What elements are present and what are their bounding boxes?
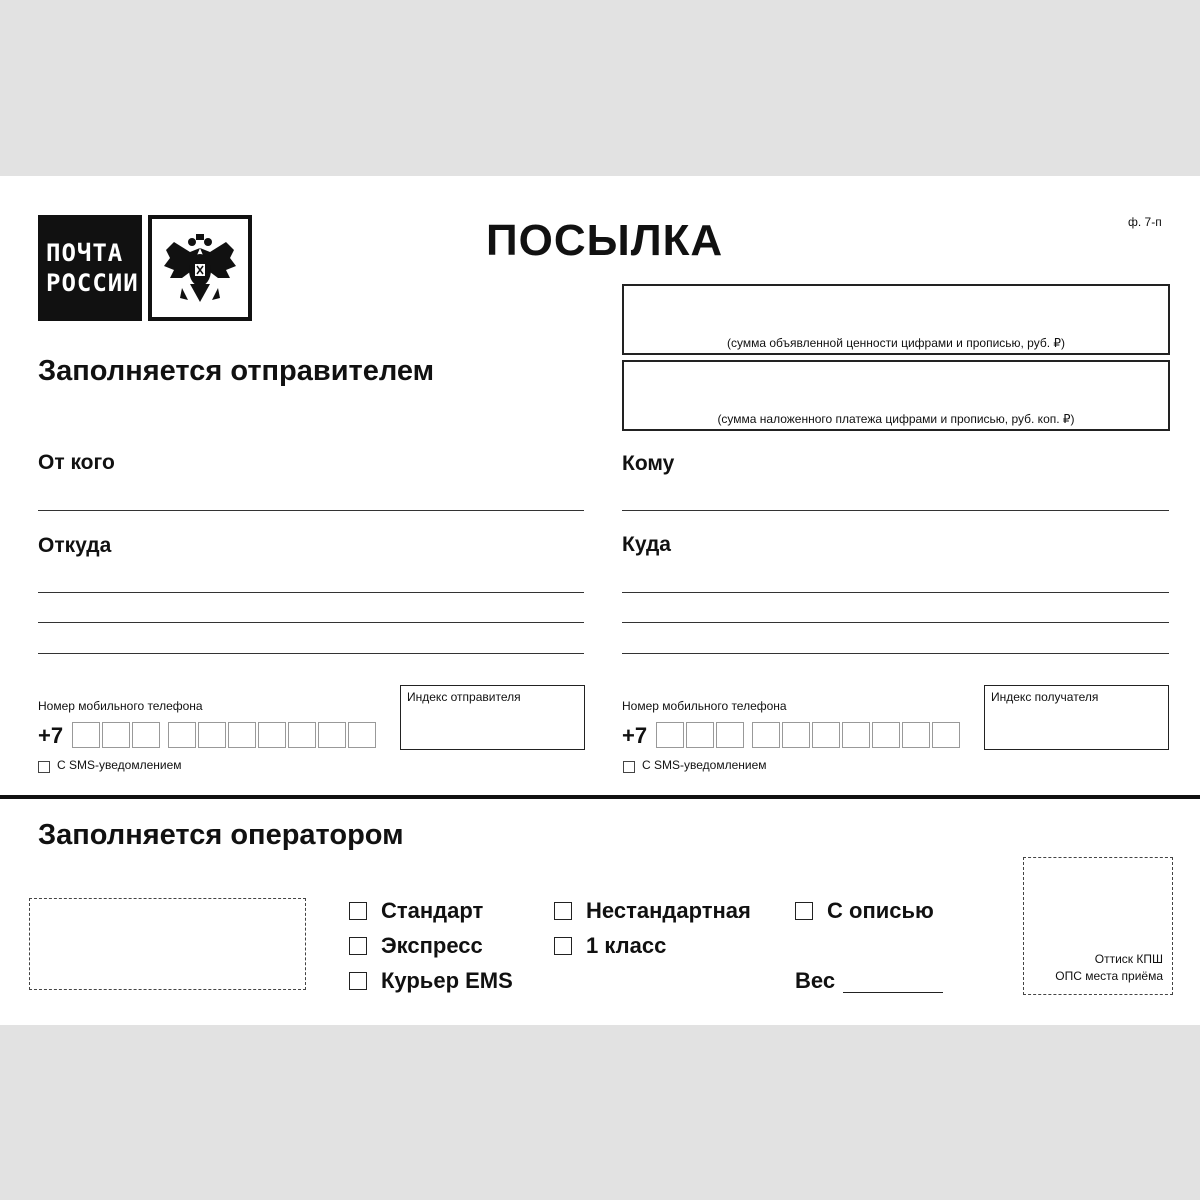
phone-digit-cell[interactable] — [198, 722, 226, 748]
phone-digit-cell[interactable] — [872, 722, 900, 748]
phone-digit-cell[interactable] — [258, 722, 286, 748]
weight-label: Вес — [795, 968, 836, 993]
form-title: ПОСЫЛКА — [486, 216, 724, 265]
recipient-sms-label: С SMS-уведомлением — [642, 758, 767, 772]
phone-digit-cell[interactable] — [752, 722, 780, 748]
phone-digit-cell[interactable] — [932, 722, 960, 748]
from-label: От кого — [38, 451, 115, 474]
phone-digit-cell[interactable] — [812, 722, 840, 748]
operator-field-box[interactable] — [29, 898, 306, 990]
sender-sms-label: С SMS-уведомлением — [57, 758, 182, 772]
form-code: ф. 7-п — [1128, 215, 1162, 229]
from-address-line-2[interactable] — [38, 622, 584, 623]
eagle-icon — [160, 228, 240, 308]
from-address-line-3[interactable] — [38, 653, 584, 654]
double-headed-eagle-icon — [148, 215, 252, 321]
sender-phone-prefix: +7 — [38, 723, 64, 748]
phone-digit-cell[interactable] — [318, 722, 346, 748]
from-line[interactable] — [38, 510, 584, 511]
operator-section-heading: Заполняется оператором — [38, 819, 404, 851]
phone-digit-cell[interactable] — [132, 722, 160, 748]
option-express[interactable] — [349, 933, 483, 959]
phone-digit-cell[interactable] — [102, 722, 130, 748]
recipient-phone-cells[interactable] — [656, 722, 960, 748]
express-checkbox[interactable] — [349, 937, 367, 955]
express-label: Экспресс — [381, 933, 483, 958]
cod-amount-field[interactable] — [622, 360, 1170, 431]
weight-field — [795, 968, 943, 994]
phone-digit-cell[interactable] — [686, 722, 714, 748]
to-address-line-1[interactable] — [622, 592, 1169, 593]
sender-sms-checkbox[interactable] — [38, 761, 50, 773]
parcel-form — [0, 176, 1200, 1025]
declared-value-field[interactable] — [622, 284, 1170, 355]
from-where-label: Откуда — [38, 534, 112, 557]
phone-digit-cell[interactable] — [842, 722, 870, 748]
recipient-phone-prefix: +7 — [622, 723, 648, 748]
sender-phone-cells[interactable] — [72, 722, 376, 748]
declared-value-caption: (сумма объявленной ценности цифрами и прописью, руб. ₽) — [726, 336, 1066, 350]
recipient-index-field[interactable] — [984, 685, 1169, 750]
stamp-box — [1023, 857, 1173, 995]
recipient-phone-label: Номер мобильного телефона — [622, 699, 787, 713]
to-line[interactable] — [622, 510, 1169, 511]
with-inventory-checkbox[interactable] — [795, 902, 813, 920]
phone-digit-cell[interactable] — [288, 722, 316, 748]
nonstandard-checkbox[interactable] — [554, 902, 572, 920]
phone-digit-cell[interactable] — [902, 722, 930, 748]
phone-digit-cell[interactable] — [656, 722, 684, 748]
sender-index-label: Индекс отправителя — [407, 690, 521, 704]
first-class-checkbox[interactable] — [554, 937, 572, 955]
stamp-line1: Оттиск КПШ — [1094, 952, 1163, 966]
sender-phone-label: Номер мобильного телефона — [38, 699, 203, 713]
phone-digit-cell[interactable] — [228, 722, 256, 748]
recipient-sms-checkbox[interactable] — [623, 761, 635, 773]
sender-section-heading: Заполняется отправителем — [38, 355, 435, 387]
with-inventory-label: С описью — [827, 898, 934, 923]
to-address-line-3[interactable] — [622, 653, 1169, 654]
cod-amount-caption: (сумма наложенного платежа цифрами и прописью, руб. коп. ₽) — [717, 412, 1075, 426]
logo-pochta-rossii — [38, 215, 142, 321]
from-address-line-1[interactable] — [38, 592, 584, 593]
option-courier-ems[interactable] — [349, 968, 513, 994]
first-class-label: 1 класс — [586, 933, 667, 958]
to-address-line-2[interactable] — [622, 622, 1169, 623]
sender-index-field[interactable] — [400, 685, 585, 750]
standard-label: Стандарт — [381, 898, 484, 923]
phone-digit-cell[interactable] — [168, 722, 196, 748]
courier-ems-label: Курьер EMS — [381, 968, 513, 993]
phone-digit-cell[interactable] — [716, 722, 744, 748]
standard-checkbox[interactable] — [349, 902, 367, 920]
nonstandard-label: Нестандартная — [586, 898, 751, 923]
phone-digit-cell[interactable] — [782, 722, 810, 748]
option-first-class[interactable] — [554, 933, 666, 959]
to-where-label: Куда — [622, 533, 671, 556]
to-label: Кому — [622, 452, 675, 475]
weight-input-line[interactable] — [843, 970, 943, 993]
option-standard[interactable] — [349, 898, 483, 924]
logo-line2: РОССИИ — [46, 269, 139, 297]
option-with-inventory[interactable] — [795, 898, 934, 924]
courier-ems-checkbox[interactable] — [349, 972, 367, 990]
recipient-index-label: Индекс получателя — [991, 690, 1099, 704]
stamp-line2: ОПС места приёма — [1055, 969, 1163, 983]
phone-digit-cell[interactable] — [348, 722, 376, 748]
section-divider — [0, 795, 1200, 799]
logo-line1: ПОЧТА — [46, 239, 124, 267]
phone-digit-cell[interactable] — [72, 722, 100, 748]
option-nonstandard[interactable] — [554, 898, 751, 924]
